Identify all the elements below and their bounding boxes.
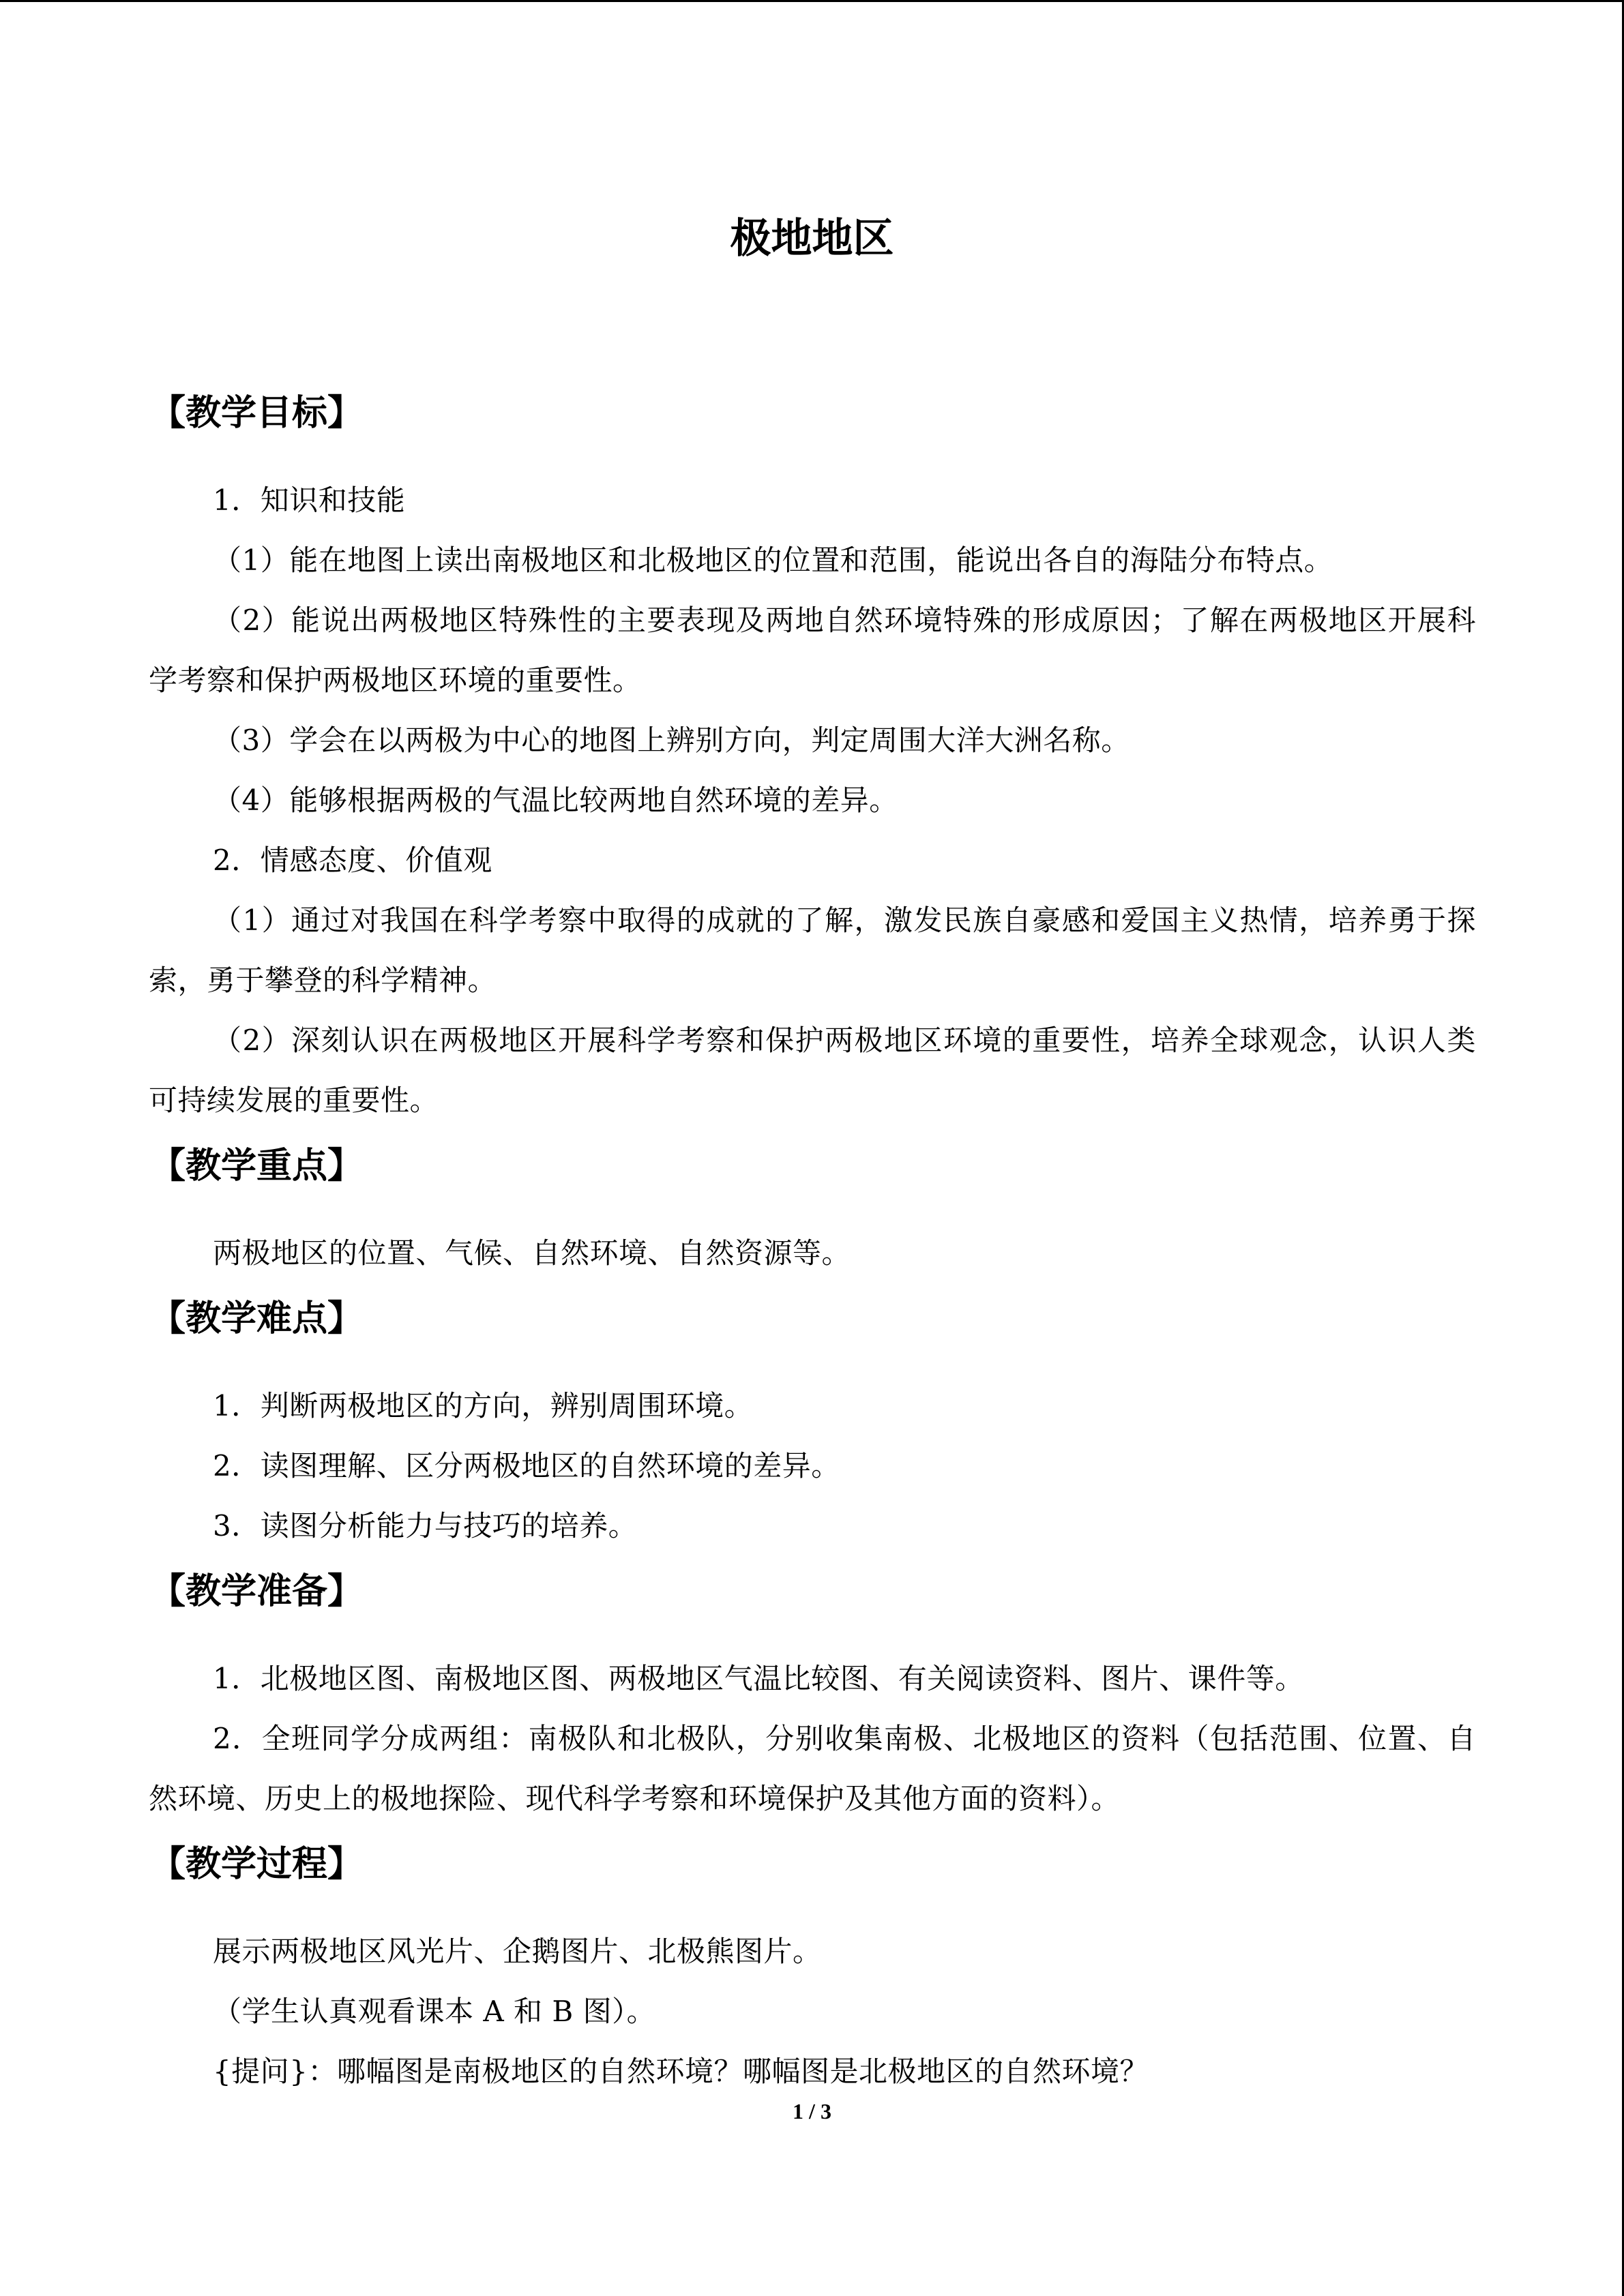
paragraph: 展示两极地区风光片、企鹅图片、北极熊图片。 bbox=[213, 1935, 822, 1968]
paragraph: 3．读图分析能力与技巧的培养。 bbox=[213, 1509, 638, 1542]
paragraph: （4）能够根据两极的气温比较两地自然环境的差异。 bbox=[213, 784, 898, 817]
paragraph: （学生认真观看课本 A 和 B 图）。 bbox=[213, 1995, 656, 2028]
section-heading: 【教学过程】 bbox=[150, 1844, 364, 1885]
document-body bbox=[149, 382, 1476, 2102]
paragraph: 2．全班同学分成两组：南极队和北极队，分别收集南极、北极地区的资料（包括范围、位置、自然环境、历史上的极地探险、现代科学考察和环境保护及其他方面的资料）。 bbox=[149, 1722, 1476, 1815]
section-teaching-goals bbox=[149, 382, 1476, 1131]
paragraph: 2．读图理解、区分两极地区的自然环境的差异。 bbox=[213, 1449, 840, 1482]
section-teaching-focus bbox=[149, 1135, 1476, 1283]
paragraph: 两极地区的位置、气候、自然环境、自然资源等。 bbox=[213, 1236, 851, 1270]
paragraph: （2）深刻认识在两极地区开展科学考察和保护两极地区环境的重要性，培养全球观念，认识人类可持续发展的重要性。 bbox=[149, 1024, 1476, 1117]
paragraph: （1）能在地图上读出南极地区和北极地区的位置和范围，能说出各自的海陆分布特点。 bbox=[213, 543, 1333, 577]
section-teaching-difficulties bbox=[149, 1287, 1476, 1556]
paragraph: 1．判断两极地区的方向，辨别周围环境。 bbox=[213, 1389, 754, 1422]
paragraph: 1．知识和技能 bbox=[213, 483, 406, 517]
paragraph: （1）通过对我国在科学考察中取得的成就的了解，激发民族自豪感和爱国主义热情，培养勇于探索，勇于攀登的科学精神。 bbox=[149, 904, 1476, 997]
document-title: 极地地区 bbox=[730, 215, 894, 263]
paragraph: {提问}：哪幅图是南极地区的自然环境？哪幅图是北极地区的自然环境？ bbox=[213, 2055, 1149, 2088]
paragraph: （3）学会在以两极为中心的地图上辨别方向，判定周围大洋大洲名称。 bbox=[213, 724, 1130, 757]
page-number: 1 / 3 bbox=[793, 2099, 831, 2123]
page-border-top bbox=[0, 0, 1624, 2]
section-heading: 【教学目标】 bbox=[150, 393, 364, 434]
paragraph: （2）能说出两极地区特殊性的主要表现及两地自然环境特殊的形成原因；了解在两极地区开展科学考察和保护两极地区环境的重要性。 bbox=[149, 603, 1476, 697]
section-teaching-process bbox=[149, 1833, 1476, 2102]
section-heading: 【教学准备】 bbox=[150, 1571, 364, 1612]
section-heading: 【教学重点】 bbox=[150, 1146, 364, 1187]
section-teaching-preparation bbox=[149, 1560, 1476, 1829]
paragraph: 1．北极地区图、南极地区图、两极地区气温比较图、有关阅读资料、图片、课件等。 bbox=[213, 1662, 1304, 1695]
section-heading: 【教学难点】 bbox=[150, 1298, 364, 1339]
paragraph: 2．情感态度、价值观 bbox=[213, 844, 492, 877]
